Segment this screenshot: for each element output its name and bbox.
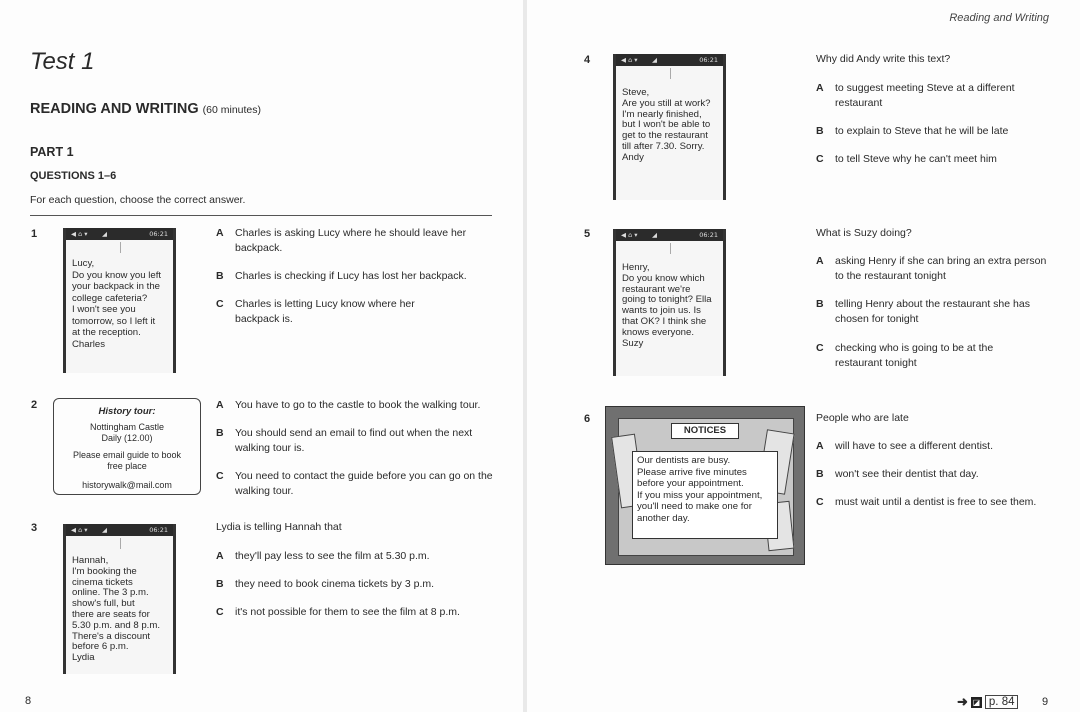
phone-message-3: [63, 524, 176, 674]
option-c[interactable]: C Charles is letting Lucy know where her backpack is.: [216, 298, 415, 325]
text-message: Lucy, Do you know you left your backpack in the college cafeteria? I won't see you tomorrow, so I left it at the reception. Charles: [72, 258, 162, 350]
phone-time: 06:21: [149, 230, 168, 238]
instruction: For each question, choose the correct answer.: [30, 194, 246, 206]
text-message: Steve, Are you still at work? I'm nearly finished, but I won't be able to get to the restaurant till after 7.30. Sorry. Andy: [622, 87, 711, 163]
option-b[interactable]: B won't see their dentist that day.: [816, 468, 979, 480]
answer-key-icon: ◪: [972, 697, 981, 707]
duration: (60 minutes): [202, 104, 262, 116]
question-number: 6: [584, 413, 591, 425]
option-c[interactable]: C You need to contact the guide before you can go on the walking tour.: [216, 470, 493, 497]
notice-time: Daily (12.00): [101, 433, 153, 443]
page-number: 9: [1042, 696, 1049, 708]
phone-status-bar: [616, 54, 723, 66]
arrow-right-icon: ➜: [957, 694, 968, 709]
section-title: READING AND WRITING: [30, 101, 199, 117]
right-page: [527, 0, 1080, 712]
tour-notice: [53, 398, 201, 495]
option-a[interactable]: A asking Henry if she can bring an extra person to the restaurant tonight: [816, 255, 1047, 282]
question-stem: People who are late: [816, 412, 909, 424]
question-stem: Lydia is telling Hannah that: [216, 521, 342, 533]
phone-time: 06:21: [149, 526, 168, 534]
page-number: 8: [25, 695, 32, 707]
option-c[interactable]: C to tell Steve why he can't meet him: [816, 153, 997, 165]
notice-email: historywalk@mail.com: [82, 480, 172, 490]
status-icons: ◀ ⌂ ▾ ◢: [71, 230, 107, 238]
option-b[interactable]: B You should send an email to find out when the next walking tour is.: [216, 427, 473, 454]
notice-info: Please email guide to book free place: [72, 450, 182, 471]
page-reference[interactable]: [957, 694, 1018, 710]
status-icons: ◀ ⌂ ▾ ◢: [621, 231, 657, 239]
notice-title: History tour:: [98, 406, 156, 417]
question-stem: Why did Andy write this text?: [816, 53, 951, 65]
phone-time: 06:21: [699, 231, 718, 239]
phone-message-5: [613, 229, 726, 376]
question-number: 3: [31, 522, 38, 534]
notice-heading: NOTICES: [671, 423, 739, 439]
option-a[interactable]: A they'll pay less to see the film at 5.30 p.m.: [216, 550, 430, 562]
page-ref-text: p. 84: [985, 695, 1019, 709]
text-message: Henry, Do you know which restaurant we're going to tonight? Ella wants to join us. Is that OK? I think she knows everyone. Suzy: [622, 262, 712, 349]
notice-board: [605, 406, 805, 565]
option-c[interactable]: C it's not possible for them to see the film at 8 p.m.: [216, 606, 460, 618]
text-message: Hannah, I'm booking the cinema tickets online. The 3 p.m. show's full, but there are seats for 5.30 p.m. and 8 p.m. There's a discount before 6 p.m. Lydia: [72, 555, 160, 664]
notice-place: Nottingham Castle: [89, 422, 165, 432]
question-stem: What is Suzy doing?: [816, 227, 912, 239]
status-icons: ◀ ⌂ ▾ ◢: [71, 526, 107, 534]
phone-message-1: [63, 228, 176, 373]
option-c[interactable]: C must wait until a dentist is free to see them.: [816, 496, 1037, 508]
section-heading: [30, 101, 261, 117]
question-number: 1: [31, 228, 38, 240]
phone-status-bar: [616, 229, 723, 241]
part-heading: PART 1: [30, 145, 74, 159]
question-number: 2: [31, 399, 38, 411]
notice-text: Our dentists are busy. Please arrive five minutes before your appointment. If you miss your appointment, you'll need to make one for another day.: [632, 451, 778, 539]
option-a[interactable]: A Charles is asking Lucy where he should leave her backpack.: [216, 227, 467, 254]
divider: [30, 215, 492, 216]
option-c[interactable]: C checking who is going to be at the restaurant tonight: [816, 342, 994, 369]
questions-heading: QUESTIONS 1–6: [30, 170, 117, 182]
phone-message-4: [613, 54, 726, 200]
question-number: 4: [584, 54, 591, 66]
phone-status-bar: [66, 524, 173, 536]
left-page: [0, 0, 523, 712]
test-title: Test 1: [30, 48, 95, 75]
option-b[interactable]: B Charles is checking if Lucy has lost her backpack.: [216, 270, 467, 282]
status-icons: ◀ ⌂ ▾ ◢: [621, 56, 657, 64]
question-number: 5: [584, 228, 591, 240]
option-b[interactable]: B they need to book cinema tickets by 3 p.m.: [216, 578, 435, 590]
option-a[interactable]: A You have to go to the castle to book the walking tour.: [216, 399, 481, 411]
running-head: Reading and Writing: [949, 12, 1049, 24]
option-b[interactable]: B to explain to Steve that he will be late: [816, 125, 1009, 137]
phone-status-bar: [66, 228, 173, 240]
phone-time: 06:21: [699, 56, 718, 64]
option-b[interactable]: B telling Henry about the restaurant she has chosen for tonight: [816, 298, 1030, 325]
option-a[interactable]: A will have to see a different dentist.: [816, 440, 993, 452]
option-a[interactable]: A to suggest meeting Steve at a different restaurant: [816, 82, 1015, 109]
